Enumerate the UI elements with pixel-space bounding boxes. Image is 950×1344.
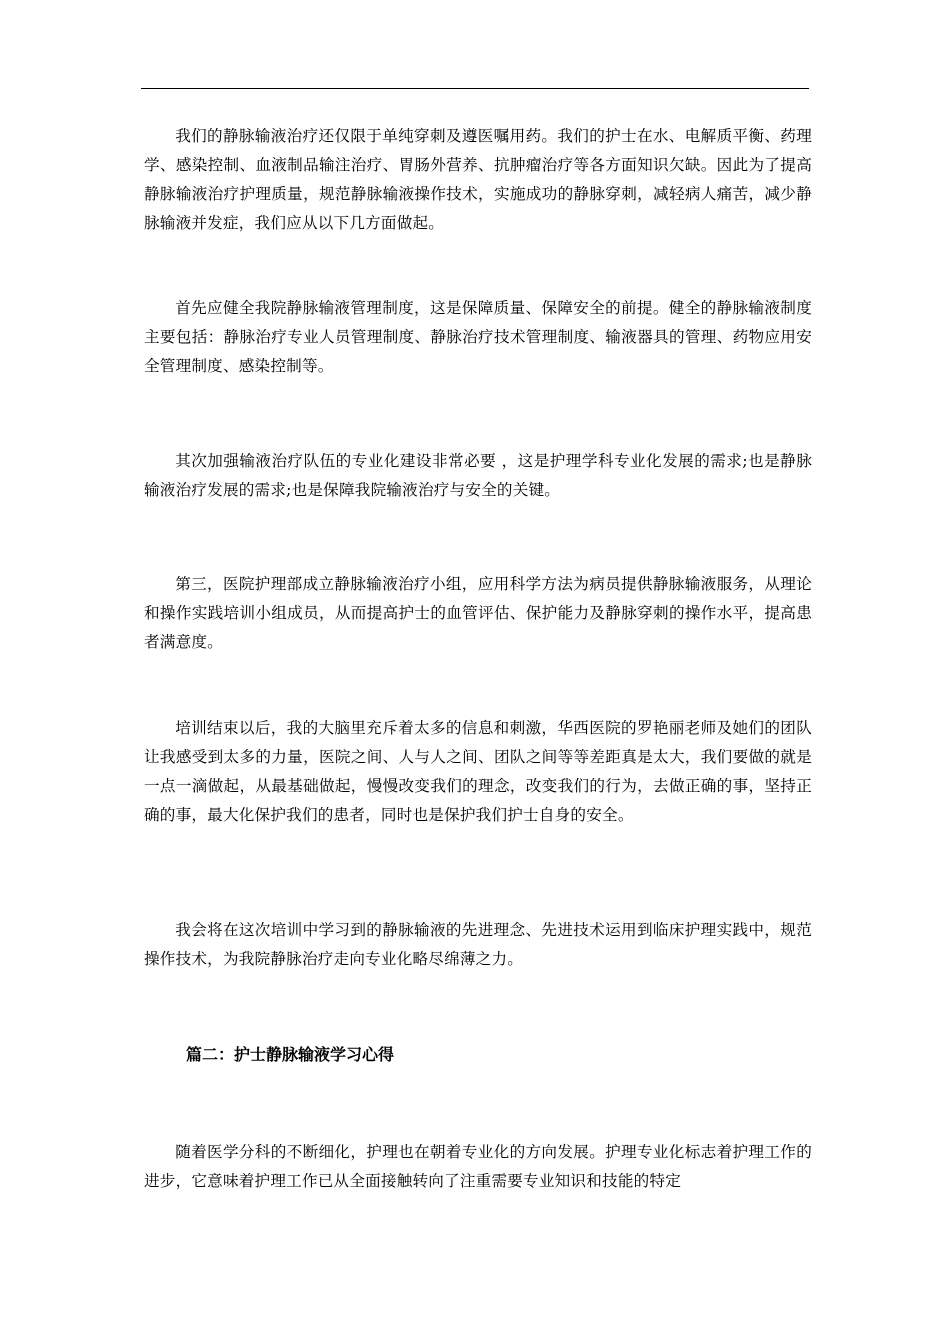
- paragraph-3: 其次加强输液治疗队伍的专业化建设非常必要 ，这是护理学科专业化发展的需求;也是静脉输液治疗发展的需求;也是保障我院输液治疗与安全的关键。: [144, 452, 812, 499]
- paragraph-5: 培训结束以后，我的大脑里充斥着太多的信息和刺激，华西医院的罗艳丽老师及她们的团队让我感受到太多的力量，医院之间、人与人之间、团队之间等等差距真是太大，我们要做的就是一点一滴做起，从最基础做起，慢慢改变我们的理念，改变我们的行为，去做正确的事，坚持正确的事，最大化保护我们的患者，同时也是保护我们护士自身的安全。: [144, 719, 812, 824]
- section-heading: 篇二：护士静脉输液学习心得: [186, 1045, 395, 1064]
- section-paragraph-1: 随着医学分科的不断细化，护理也在朝着专业化的方向发展。护理专业化标志着护理工作的进步，它意味着护理工作已从全面接触转向了注重需要专业知识和技能的特定: [144, 1143, 812, 1190]
- paragraph-1: 我们的静脉输液治疗还仅限于单纯穿刺及遵医嘱用药。我们的护士在水、电解质平衡、药理学、感染控制、血液制品输注治疗、胃肠外营养、抗肿瘤治疗等各方面知识欠缺。因此为了提高静脉输液治疗护理质量，规范静脉输液操作技术，实施成功的静脉穿刺，减轻病人痛苦，减少静脉输液并发症，我们应从以下几方面做起。: [144, 127, 812, 232]
- paragraph-4: 第三，医院护理部成立静脉输液治疗小组，应用科学方法为病员提供静脉输液服务，从理论和操作实践培训小组成员，从而提高护士的血管评估、保护能力及静脉穿刺的操作水平，提高患者满意度。: [144, 575, 812, 651]
- paragraph-6: 我会将在这次培训中学习到的静脉输液的先进理念、先进技术运用到临床护理实践中，规范操作技术，为我院静脉治疗走向专业化略尽绵薄之力。: [144, 921, 812, 968]
- header-rule: [141, 88, 809, 89]
- paragraph-2: 首先应健全我院静脉输液管理制度，这是保障质量、保障安全的前提。健全的静脉输液制度主要包括：静脉治疗专业人员管理制度、静脉治疗技术管理制度、输液器具的管理、药物应用安全管理制度、感染控制等。: [144, 299, 812, 375]
